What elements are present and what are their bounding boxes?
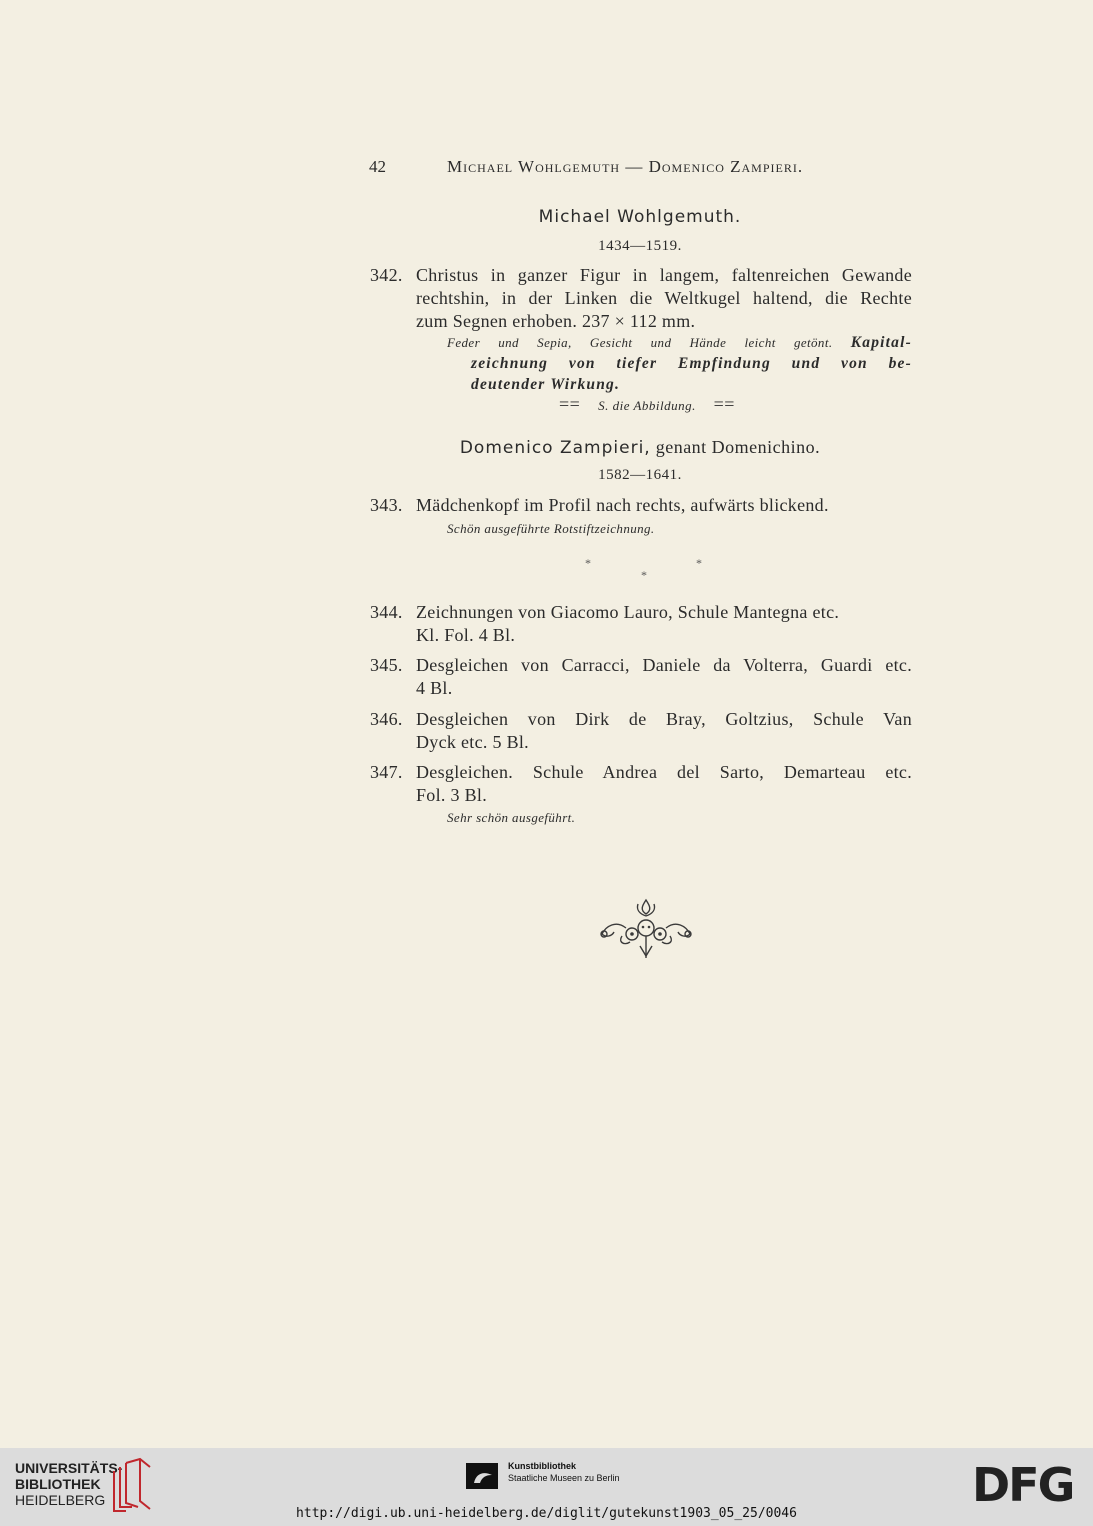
catalog-entry-345: [370, 654, 912, 700]
catalog-entry-343: [370, 494, 912, 517]
ub-logo-line: BIBLIOTHEK: [15, 1476, 101, 1492]
entry-line: Zeichnungen von Giacomo Lauro, Schule Mantegna etc.: [416, 602, 840, 622]
entry-line: rechtshin, in der Linken die Weltkugel haltend, die Rechte: [416, 288, 912, 308]
catalog-entry-346: [370, 708, 912, 754]
see-illustration-reference: [447, 394, 847, 415]
artist-heading-wohlgemuth: [300, 207, 980, 227]
entry-line: Christus in ganzer Figur in langem, faltenreichen Gewande: [416, 265, 912, 285]
artist-name: Michael Wohlgemuth.: [538, 207, 742, 227]
note-bold: deutender Wirkung.: [471, 376, 621, 393]
artist-dates-zampieri: 1582—1641.: [598, 467, 682, 483]
ub-logo-line: UNIVERSITÄTS-: [15, 1460, 123, 1476]
entry-line: Desgleichen von Dirk de Bray, Goltzius, Schule Van: [416, 709, 912, 729]
entry-line: Fol. 3 Bl.: [416, 785, 488, 805]
star: *: [641, 568, 647, 582]
entry-line: zum Segnen erhoben. 237 × 112 mm.: [416, 311, 696, 331]
see-reference-text: S. die Abbildung.: [598, 398, 696, 413]
entry-text: [416, 601, 912, 647]
double-rule-right: ==: [713, 394, 735, 414]
artist-name: Domenico Zampieri,: [459, 438, 651, 458]
entry-text: [416, 654, 912, 700]
catalog-entry-344: [370, 601, 912, 647]
catalog-entry-342: [370, 264, 912, 333]
entry-note-343: Schön ausgeführte Rotstiftzeichnung.: [447, 521, 655, 536]
entry-line: Desgleichen von Carracci, Daniele da Volterra, Guardi etc.: [416, 655, 912, 675]
running-head-title: Michael Wohlgemuth — Domenico Zampieri.: [447, 157, 804, 176]
star: *: [696, 556, 702, 570]
kunstbibliothek-logo[interactable]: [508, 1460, 620, 1484]
entry-number: 345.: [370, 655, 403, 675]
page-number: 42: [369, 157, 386, 176]
entry-number: 347.: [370, 762, 403, 782]
double-rule-left: ==: [559, 394, 581, 414]
kb-logo-line: Staatliche Museen zu Berlin: [508, 1473, 620, 1483]
permalink-url[interactable]: http://digi.ub.uni-heidelberg.de/diglit/gutekunst1903_05_25/0046: [296, 1506, 797, 1521]
floral-ornament-icon: [596, 896, 696, 962]
entry-text: Mädchenkopf im Profil nach rechts, aufwärts blickend.: [416, 495, 829, 515]
entry-line: Kl. Fol. 4 Bl.: [416, 625, 516, 645]
entry-line: Desgleichen. Schule Andrea del Sarto, Demarteau etc.: [416, 762, 912, 782]
entry-number: 346.: [370, 709, 403, 729]
star: *: [585, 556, 591, 570]
ub-logo-line: HEIDELBERG: [15, 1492, 106, 1508]
asterism-divider: [570, 556, 720, 586]
artist-name-rest: genant Domenichino.: [650, 437, 821, 457]
catalog-entry-347: [370, 761, 912, 807]
kunstbibliothek-logo-icon: [466, 1463, 498, 1489]
entry-text: [416, 264, 912, 333]
dfg-logo[interactable]: DFG: [972, 1458, 1074, 1512]
ub-heidelberg-mark-icon: [110, 1457, 152, 1513]
note-bold: Kapital-: [850, 334, 912, 351]
note-italic: Feder und Sepia, Gesicht und Hände leicht getönt.: [447, 335, 833, 350]
entry-line: Dyck etc. 5 Bl.: [416, 732, 529, 752]
artist-heading-zampieri: [300, 437, 980, 458]
artist-dates-wohlgemuth: 1434—1519.: [598, 238, 682, 254]
entry-line: 4 Bl.: [416, 678, 453, 698]
running-head: [369, 157, 839, 179]
entry-number: 343.: [370, 495, 403, 515]
note-line: [447, 332, 912, 353]
kb-logo-line: Kunstbibliothek: [508, 1461, 576, 1471]
entry-note-347: Sehr schön ausgeführt.: [447, 810, 576, 825]
entry-number: 344.: [370, 602, 403, 622]
entry-number: 342.: [370, 265, 403, 285]
entry-text: [416, 708, 912, 754]
entry-text: [416, 761, 912, 807]
entry-note-342: [447, 332, 912, 395]
note-bold: zeichnung von tiefer Empfindung und von be-: [471, 355, 912, 372]
